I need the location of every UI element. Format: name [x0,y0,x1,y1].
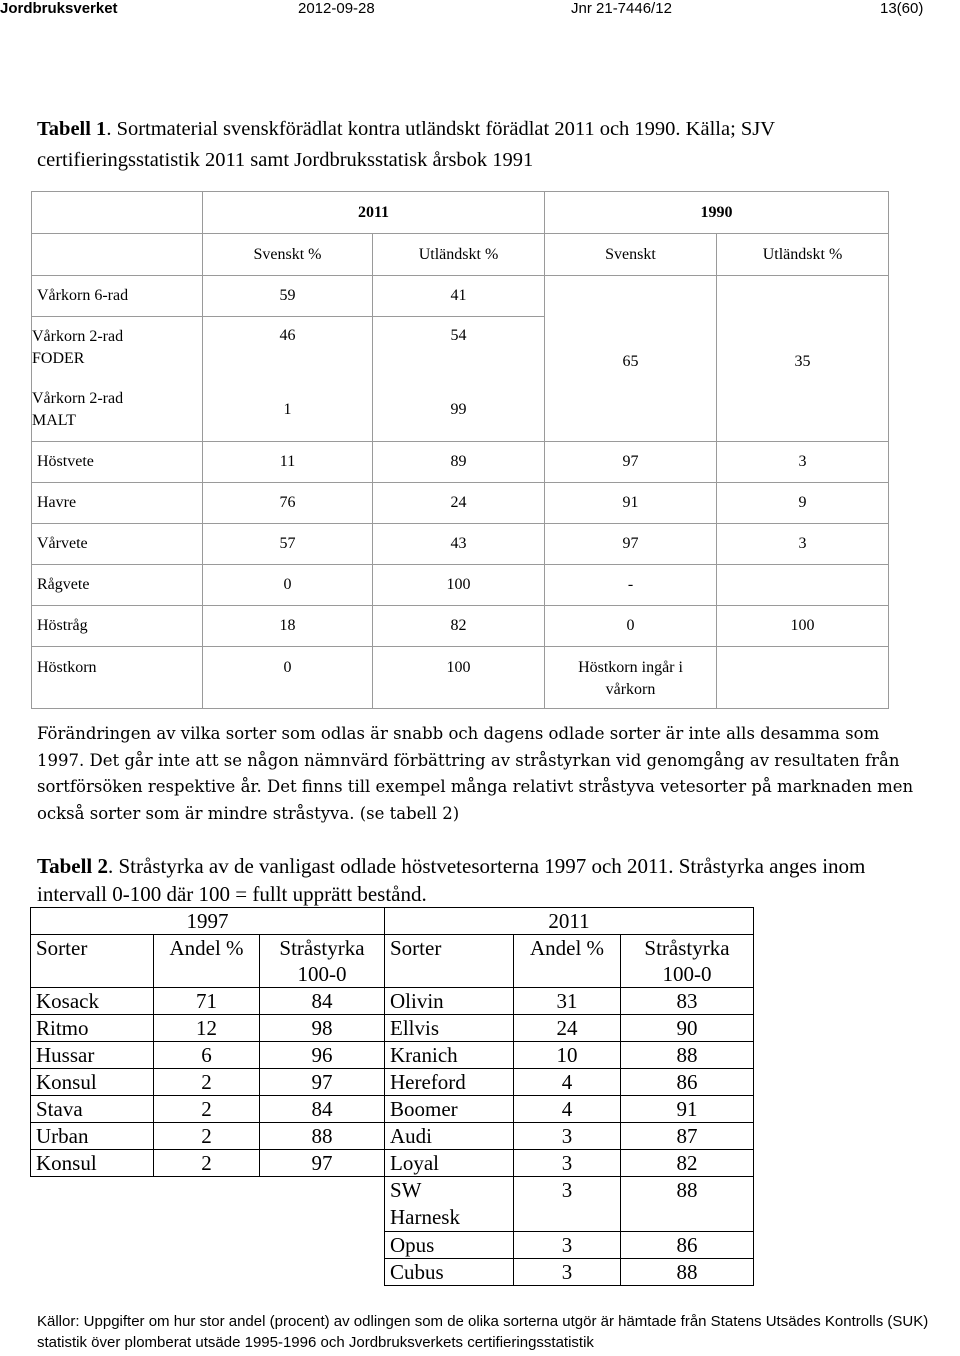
value-cell: 57 [203,524,373,565]
reference-number: Jnr 21-7446/12 [571,0,672,17]
scale-label: 100-0 [621,961,754,988]
value-cell: 54 [450,327,467,344]
variety-name: Ritmo [31,1015,154,1042]
share-value: 3 [514,1177,621,1232]
share-value: 4 [514,1069,621,1096]
value-cell: 76 [203,483,373,524]
crop-label: Höstvete [32,442,203,483]
table1-year-row [32,192,889,234]
value-cell: 100 [373,647,545,709]
table-cell-empty [385,961,514,988]
value-cell: 43 [373,524,545,565]
table2-header-row [31,935,754,962]
table-cell-empty [31,1259,385,1286]
column-header: Utländskt % [373,234,545,276]
column-header: Stråstyrka [260,935,385,962]
table-cell-empty [514,961,621,988]
column-header: Svenskt % [203,234,373,276]
column-header: Andel % [514,935,621,962]
value-cell: 100 [373,565,545,606]
variety-name: Stava [31,1096,154,1123]
table-row [32,565,889,606]
table1-caption [37,114,937,176]
share-value: 2 [154,1096,260,1123]
strength-value: 98 [260,1015,385,1042]
share-value: 12 [154,1015,260,1042]
table2-scale-row [31,961,754,988]
variety-name: Opus [385,1232,514,1259]
variety-name: Urban [31,1123,154,1150]
share-value: 2 [154,1069,260,1096]
share-value: 71 [154,988,260,1015]
table-row [31,1042,754,1069]
share-value: 3 [514,1150,621,1177]
value-cell-group [203,317,373,442]
share-value: 10 [514,1042,621,1069]
value-cell: 97 [545,442,717,483]
page-header [0,0,960,22]
table1-year-a: 2011 [203,192,545,234]
table1 [31,191,889,709]
value-cell: 0 [545,606,717,647]
strength-value: 91 [621,1096,754,1123]
column-header: Svenskt [545,234,717,276]
strength-value: 82 [621,1150,754,1177]
share-value: 4 [514,1096,621,1123]
table2-year-b: 2011 [385,908,754,935]
table2-caption-text: . Stråstyrka av de vanligast odlade höstvetesorterna 1997 och 2011. Stråstyrka anges inom intervall 0-100 där 100 = fullt upprätt bestånd. [37,854,866,906]
table-row [31,1232,754,1259]
value-cell: 41 [373,276,545,317]
variety-name: Hussar [31,1042,154,1069]
column-header: Stråstyrka [621,935,754,962]
variety-name: Cubus [385,1259,514,1286]
scale-label: 100-0 [260,961,385,988]
strength-value: 83 [621,988,754,1015]
table-row [32,647,889,709]
value-cell: 97 [545,524,717,565]
variety-name [385,1177,514,1232]
variety-name: Hereford [385,1069,514,1096]
value-cell: 3 [717,442,889,483]
value-cell: 1 [283,401,292,418]
column-header: Utländskt % [717,234,889,276]
crop-label: Havre [32,483,203,524]
strength-value: 88 [260,1123,385,1150]
crop-label: Vårkorn 2-rad MALT [32,390,124,429]
variety-name: Konsul [31,1150,154,1177]
share-value: 24 [514,1015,621,1042]
agency-name: Jordbruksverket [0,0,118,17]
value-cell: 100 [717,606,889,647]
table1-caption-label: Tabell 1 [37,118,107,140]
value-cell: 91 [545,483,717,524]
strength-value: 88 [621,1259,754,1286]
crop-label: Höstkorn [32,647,203,709]
strength-value: 97 [260,1150,385,1177]
table-cell-empty [154,961,260,988]
table-row [32,606,889,647]
strength-value: 90 [621,1015,754,1042]
strength-value: 84 [260,1096,385,1123]
hostkorn-note: Höstkorn ingår i vårkorn [578,659,683,698]
crop-label: Vårkorn 2-rad FODER [32,328,124,367]
crop-label: Vårvete [32,524,203,565]
strength-value: 86 [621,1069,754,1096]
variety-name-text: SW Harnesk [390,1178,460,1229]
value-cell: 46 [279,327,296,344]
table-row [32,524,889,565]
variety-name: Konsul [31,1069,154,1096]
strength-value: 96 [260,1042,385,1069]
table2-year-a: 1997 [31,908,385,935]
share-value: 6 [154,1042,260,1069]
table-row [32,483,889,524]
share-value: 3 [514,1232,621,1259]
value-cell: 99 [450,401,467,418]
table-row [31,1259,754,1286]
value-cell: 59 [203,276,373,317]
strength-value: 87 [621,1123,754,1150]
table-cell-empty [31,1177,385,1232]
note-cell [545,647,717,709]
strength-value: 86 [621,1232,754,1259]
sources-footnote: Källor: Uppgifter om hur stor andel (procent) av odlingen som de olika sorterna utgör är hämtade från Statens Utsädes Kontrolls (SUK) statistik över plomberat utsäde 1995-1996 och Jordbruksverkets certifieringsstatistik [37,1313,929,1351]
column-header: Sorter [31,935,154,962]
table-cell-empty [31,961,154,988]
body-paragraph: Förändringen av vilka sorter som odlas är snabb och dagens odlade sorter är inte alls desamma som 1997. Det går inte att se någon nämnvärd förbättring av stråstyrkan vid genomgång av resultaten från sortförsöken respektive år. Det finns till exempel många relativt stråstyva vetesorter på marknaden men också sorter som är mindre stråstyva. (se tabell 2) [37,724,914,823]
crop-label: Vårkorn 6-rad [32,276,203,317]
value-cell: 82 [373,606,545,647]
variety-name: Boomer [385,1096,514,1123]
table1-header-row [32,234,889,276]
strength-value: 97 [260,1069,385,1096]
crop-label: Rågvete [32,565,203,606]
strength-value: 88 [621,1177,754,1232]
table-row [32,276,889,317]
share-value: 3 [514,1123,621,1150]
table-row [31,1069,754,1096]
value-cell-merged: 35 [717,276,889,442]
table-cell-empty [717,647,889,709]
share-value: 31 [514,988,621,1015]
share-value: 3 [514,1259,621,1286]
column-header: Andel % [154,935,260,962]
column-header: Sorter [385,935,514,962]
value-cell: 0 [203,647,373,709]
value-cell: 89 [373,442,545,483]
value-cell: 18 [203,606,373,647]
value-cell-group [373,317,545,442]
crop-label-group [32,317,203,442]
crop-label: Höstråg [32,606,203,647]
table2-year-row [31,908,754,935]
table-cell-empty [32,192,203,234]
table-row [31,988,754,1015]
table-row [31,1150,754,1177]
value-cell: - [545,565,717,606]
table-cell-empty [32,234,203,276]
document-date: 2012-09-28 [298,0,375,17]
variety-name: Ellvis [385,1015,514,1042]
value-cell-merged: 65 [545,276,717,442]
variety-name: Kosack [31,988,154,1015]
share-value: 2 [154,1150,260,1177]
table-row [31,1096,754,1123]
table2 [30,907,754,1286]
share-value: 2 [154,1123,260,1150]
page-number: 13(60) [880,0,924,17]
value-cell: 24 [373,483,545,524]
strength-value: 84 [260,988,385,1015]
variety-name: Kranich [385,1042,514,1069]
table1-year-b: 1990 [545,192,889,234]
strength-value: 88 [621,1042,754,1069]
variety-name: Loyal [385,1150,514,1177]
value-cell: 9 [717,483,889,524]
table-row [31,1123,754,1150]
variety-name: Audi [385,1123,514,1150]
table-row [31,1177,754,1232]
variety-name: Olivin [385,988,514,1015]
table-row [32,442,889,483]
table2-caption-label: Tabell 2 [37,854,108,878]
table2-caption [37,852,937,908]
value-cell: 3 [717,524,889,565]
value-cell: 0 [203,565,373,606]
table-cell-empty [31,1232,385,1259]
table-row [31,1015,754,1042]
value-cell [717,565,889,606]
value-cell: 11 [203,442,373,483]
table1-caption-text: . Sortmaterial svenskförädlat kontra utländskt förädlat 2011 och 1990. Källa; SJV certifieringsstatistik 2011 samt Jordbruksstatisk årsbok 1991 [37,118,775,171]
